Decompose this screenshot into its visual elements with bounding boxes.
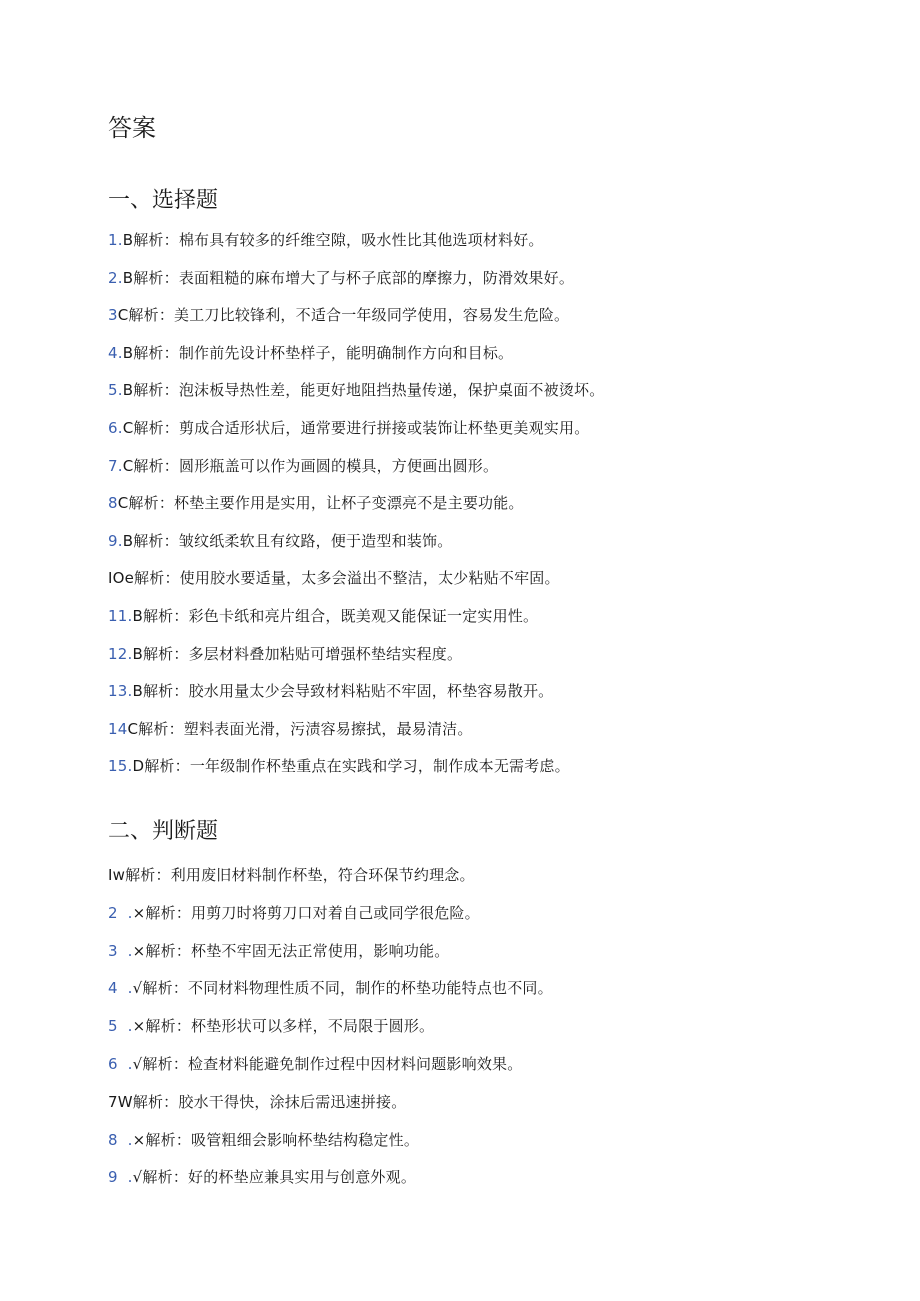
answer-key: C解析： [117, 306, 175, 325]
answer-number: 1. [108, 231, 123, 249]
answer-item [108, 267, 574, 289]
answer-key: B解析： [132, 607, 189, 625]
answer-item [108, 1129, 419, 1151]
answer-key: B解析： [132, 682, 189, 701]
answer-explanation: 杯垫形状可以多样，不局限于圆形。 [191, 1017, 435, 1036]
answer-item [108, 680, 553, 702]
answer-number: 14 [108, 719, 128, 738]
answer-key: C解析： [122, 419, 179, 437]
answer-key: C解析： [127, 719, 184, 738]
answer-item [108, 530, 452, 552]
answer-key: B解析： [122, 381, 179, 400]
answer-explanation: 多层材料叠加粘贴可增强杯垫结实程度。 [188, 644, 463, 663]
answer-number: 13. [108, 682, 133, 701]
answer-item [108, 718, 473, 740]
answer-key: B解析： [122, 268, 179, 287]
answer-explanation: 杯垫主要作用是实用，让杯子变漂亮不是主要功能。 [174, 494, 524, 513]
answer-explanation: 彩色卡纸和亮片组合，既美观又能保证一定实用性。 [188, 607, 539, 625]
answer-number: 6. [108, 419, 123, 437]
answer-explanation: 泡沫板导热性差，能更好地阻挡热量传递，保护桌面不被烫坏。 [178, 381, 605, 400]
answer-key: B解析： [132, 644, 189, 663]
answer-number: 7. [108, 456, 123, 475]
answer-number: 5 . [108, 1017, 133, 1036]
answer-number: 9. [108, 531, 123, 550]
answer-explanation: 棉布具有较多的纤维空隙，吸水性比其他选项材料好。 [178, 231, 544, 249]
answer-key: IOe解析： [108, 569, 180, 588]
answer-item [108, 492, 524, 514]
answer-explanation: 利用废旧材料制作杯垫，符合环保节约理念。 [170, 866, 475, 884]
answer-key: √解析： [132, 979, 189, 998]
answer-key: 7W解析： [108, 1092, 179, 1111]
answer-key: √解析： [132, 1168, 189, 1187]
answer-explanation: 吸管粗细会影响杯垫结构稳定性。 [191, 1130, 420, 1149]
answer-item [108, 940, 449, 962]
answer-key: B解析： [122, 231, 179, 249]
answer-item [108, 567, 560, 589]
answer-explanation: 用剪刀时将剪刀口对着自己或同学很危险。 [191, 903, 480, 922]
answer-item [108, 755, 570, 777]
answer-number: 3 . [108, 941, 133, 960]
answer-item [108, 379, 604, 401]
answer-item [108, 1166, 416, 1188]
answer-number: 12. [108, 644, 133, 663]
answer-number: 5. [108, 381, 123, 400]
answer-item [108, 1015, 434, 1037]
answer-item [108, 902, 480, 924]
answer-item [108, 643, 462, 665]
answer-number: 4 . [108, 979, 133, 998]
answer-explanation: 制作前先设计杯垫样子，能明确制作方向和目标。 [178, 343, 514, 362]
answer-explanation: 使用胶水要适量，太多会溢出不整洁，太少粘贴不牢固。 [179, 569, 560, 588]
answer-item [108, 455, 498, 477]
answer-explanation: 不同材料物理性质不同，制作的杯垫功能特点也不同。 [188, 979, 553, 998]
answer-number: 15. [108, 757, 133, 776]
section-heading-choice: 一、选择题 [108, 188, 219, 213]
answer-key: D解析： [132, 757, 190, 776]
answer-explanation: 剪成合适形状后，通常要进行拼接或装饰让杯垫更美观实用。 [179, 419, 590, 437]
answer-item [108, 864, 475, 886]
answer-key: B解析： [122, 343, 179, 362]
answer-number: 11. [108, 607, 133, 625]
answer-key: ×解析： [132, 1130, 192, 1149]
answer-explanation: 圆形瓶盖可以作为画圆的模具，方便画出圆形。 [179, 456, 499, 475]
answer-key: ×解析： [132, 1017, 192, 1036]
answer-explanation: 杯垫不牢固无法正常使用，影响功能。 [191, 941, 450, 960]
answer-key: ×解析： [132, 903, 192, 922]
answer-number: 4. [108, 343, 123, 362]
answer-explanation: 美工刀比较锋利，不适合一年级同学使用，容易发生危险。 [174, 306, 570, 325]
answer-item [108, 342, 513, 364]
answer-explanation: 好的杯垫应兼具实用与创意外观。 [188, 1168, 417, 1187]
answer-item [108, 1091, 406, 1113]
answer-item [108, 229, 544, 251]
answer-key: ×解析： [132, 941, 192, 960]
answer-item [108, 1053, 522, 1075]
answer-key: √解析： [132, 1055, 189, 1073]
section-heading-judge: 二、判断题 [108, 819, 219, 844]
answer-explanation: 塑料表面光滑，污渍容易擦拭，最易清洁。 [183, 719, 473, 738]
answer-item [108, 605, 538, 627]
answer-explanation: 胶水用量太少会导致材料粘贴不牢固，杯垫容易散开。 [188, 682, 554, 701]
answer-key: C解析： [117, 494, 175, 513]
answer-key: Iw解析： [108, 866, 171, 884]
answer-key: B解析： [122, 531, 179, 550]
answer-explanation: 一年级制作杯垫重点在实践和学习，制作成本无需考虑。 [189, 757, 570, 776]
answer-number: 8 [108, 494, 118, 513]
page-title: 答案 [108, 114, 156, 142]
answer-explanation: 皱纹纸柔软且有纹路，便于造型和装饰。 [178, 531, 453, 550]
answer-number: 6 . [108, 1055, 133, 1073]
answer-item [108, 304, 569, 326]
answer-item [108, 417, 589, 439]
answer-explanation: 胶水干得快，涂抹后需迅速拼接。 [178, 1092, 407, 1111]
answer-number: 2. [108, 268, 123, 287]
answer-key: C解析： [122, 456, 179, 475]
answer-number: 9 . [108, 1168, 133, 1187]
answer-number: 8 . [108, 1130, 133, 1149]
answer-item [108, 977, 553, 999]
answer-number: 2 . [108, 903, 133, 922]
answer-explanation: 检查材料能避免制作过程中因材料问题影响效果。 [188, 1055, 523, 1073]
answer-number: 3 [108, 306, 118, 325]
answer-explanation: 表面粗糙的麻布增大了与杯子底部的摩擦力，防滑效果好。 [178, 268, 575, 287]
